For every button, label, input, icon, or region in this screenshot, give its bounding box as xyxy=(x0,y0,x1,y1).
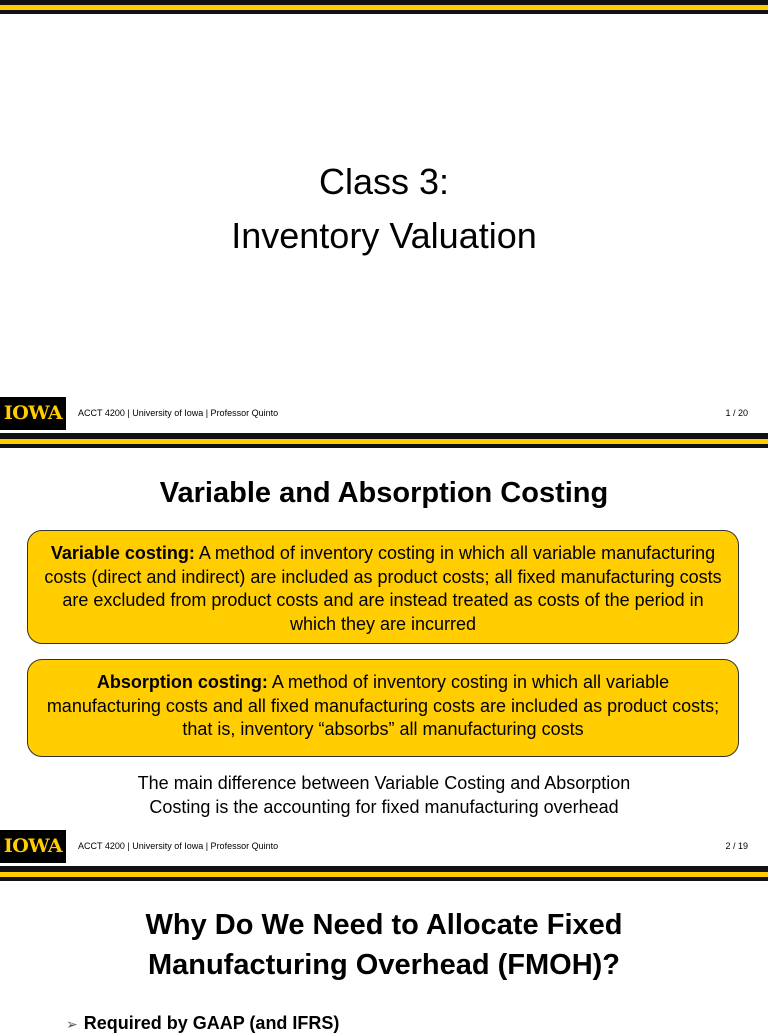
slide2-note-line2: Costing is the accounting for fixed manufacturing overhead xyxy=(149,796,619,817)
slide3-title-line2: Manufacturing Overhead (FMOH)? xyxy=(147,949,621,981)
slide3-bullet-text: Required by GAAP (and IFRS) xyxy=(83,1013,340,1033)
top-border-black-2 xyxy=(0,10,768,14)
slide2-footer xyxy=(0,830,768,863)
slide3-title-line1: Why Do We Need to Allocate Fixed xyxy=(145,909,623,941)
iowa-logo: IOWA xyxy=(0,830,66,863)
slide1-footer-text: ACCT 4200 | University of Iowa | Professor Quinto xyxy=(78,408,279,418)
slide2-footer-text: ACCT 4200 | University of Iowa | Professor Quinto xyxy=(78,841,279,851)
absorption-costing-box xyxy=(27,659,739,757)
slide2-note-line1: The main difference between Variable Costing and Absorption xyxy=(137,773,631,793)
slide2-title: Variable and Absorption Costing xyxy=(159,477,609,509)
divider-black-2 xyxy=(0,444,768,448)
divider-black-2 xyxy=(0,877,768,881)
slide1-title-line2: Inventory Valuation xyxy=(231,215,537,256)
slide1-title xyxy=(0,155,768,263)
variable-costing-box xyxy=(27,530,739,644)
slide1-page-number: 1 / 20 xyxy=(725,408,748,418)
absorption-costing-definition: A method of inventory costing in which all variable manufacturing costs and all fixed manufacturing costs are included as product costs; that is, inventory “absorbs” all manufacturing costs xyxy=(46,672,720,739)
slide1-title-line1: Class 3: xyxy=(318,161,450,202)
iowa-logo: IOWA xyxy=(0,397,66,430)
absorption-costing-term: Absorption costing: xyxy=(96,672,268,692)
slide3-title xyxy=(0,905,768,985)
variable-costing-term: Variable costing: xyxy=(50,543,195,563)
variable-costing-definition: A method of inventory costing in which all variable manufacturing costs (direct and indirect) are included as product costs; all fixed manufacturing costs are excluded from product costs and are instead treated as costs of the period in which they are incurred xyxy=(44,543,722,634)
slide2-page-number: 2 / 19 xyxy=(725,841,748,851)
slide1-footer xyxy=(0,397,768,430)
arrow-bullet-icon: ➢ xyxy=(66,1016,78,1032)
slide2-note xyxy=(0,772,768,819)
